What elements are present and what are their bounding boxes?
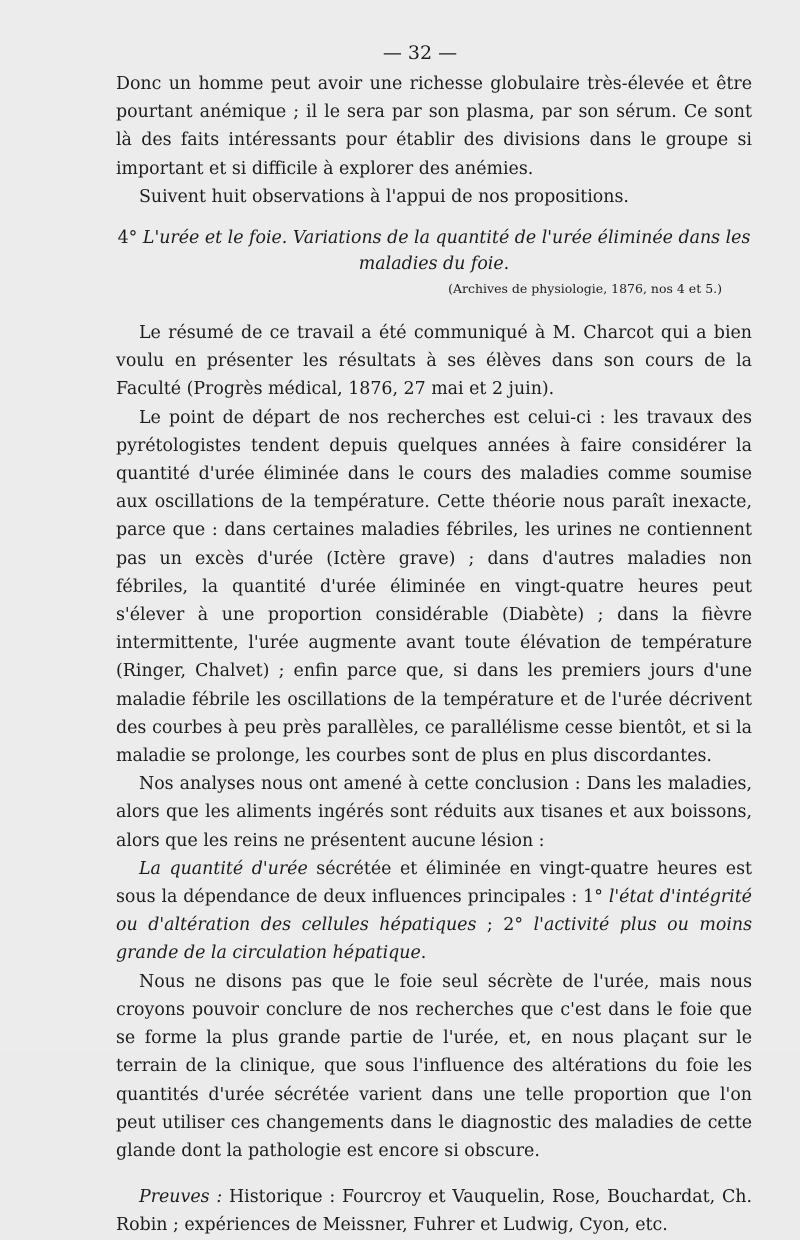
conclusion-italic-b: l'activité plus ou moins grande de la circulation hépatique <box>116 915 753 964</box>
conclusion-italic-a: l'état d'intégrité ou d'altération des cellules hépatiques <box>116 887 752 936</box>
section-source: (Archives de physiologie, 1876, nos 4 et 5.) <box>448 281 722 297</box>
paragraph-conclusion <box>116 855 752 968</box>
page-number: — 32 — <box>382 42 458 64</box>
conclusion-end: . <box>420 943 427 964</box>
paragraph-starting-point: Le point de départ de nos recherches est celui-ci : les travaux des pyrétologistes tendent depuis quelques années à faire considérer la quantité d'urée éliminée dans le cours des maladies comme soumise aux oscillations de la température. Cette théorie nous paraît inexacte, parce que : dans certaines maladies fébriles, les urines ne contiennent pas un excès d'urée (Ictère grave) ; dans d'autres maladies non fébriles, la quantité d'urée éliminée en vingt-quatre heures peut s'élever à une proportion considérable (Diabète) ; dans la fièvre intermittente, l'urée augmente avant toute élévation de température (Ringer, Chalvet) ; enfin parce que, si dans les premiers jours d'une maladie fébrile les oscillations de la température et de l'urée décrivent des courbes à peu près parallèles, ce parallélisme cesse bientôt, et si la maladie se prolonge, les courbes sont de plus en plus discordantes. <box>116 407 752 767</box>
section-title: L'urée et le foie. Variations de la quantité de l'urée éliminée dans les maladies du foie. <box>142 228 751 275</box>
paragraph-charcot: Le résumé de ce travail a été communiqué à M. Charcot qui a bien voulu en présenter les résultats à ses élèves dans son cours de la Faculté (Progrès médical, 1876, 27 mai et 2 juin). <box>116 323 752 400</box>
section-heading <box>116 225 752 277</box>
paragraph-proofs <box>116 1183 752 1239</box>
conclusion-middle: sécrétée et éliminée en vingt-quatre heures est sous la dépendance de deux influences principales : 1° <box>116 858 752 908</box>
page-body <box>116 70 752 1240</box>
paragraph-conclusion-intro: Nos analyses nous ont amené à cette conclusion : Dans les maladies, alors que les aliments ingérés sont réduits aux tisanes et aux boissons, alors que les reins ne présentent aucune lésion : <box>116 774 752 851</box>
conclusion-italic-start: La quantité d'urée <box>139 858 308 879</box>
section-number: 4° <box>117 228 138 249</box>
conclusion-sep: ; 2° <box>476 915 534 936</box>
paragraph-liver-urea: Nous ne disons pas que le foie seul sécrète de l'urée, mais nous croyons pouvoir conclure de nos recherches que c'est dans le foie que se forme la plus grande partie de l'urée, et, en nous plaçant sur le terrain de la clinique, que sous l'influence des altérations du foie les quantités d'urée sécrétée varient dans une telle proportion que l'on peut utiliser ces changements dans le diagnostic des maladies de cette glande dont la pathologie est encore si obscure. <box>116 971 752 1161</box>
proofs-label: Preuves : <box>139 1187 223 1208</box>
proofs-text: Historique : Fourcroy et Vauquelin, Rose, Bouchardat, Ch. Robin ; expériences de Meissner, Fuhrer et Ludwig, Cyon, etc. <box>116 1187 753 1236</box>
paragraph-observations: Suivent huit observations à l'appui de nos propositions. <box>139 186 629 207</box>
paragraph-globular-richness: Donc un homme peut avoir une richesse globulaire très-élevée et être pourtant anémique ; il le sera par son plasma, par son sérum. Ce sont là des faits intéressants pour établir des divisions dans le groupe si important et si difficile à explorer des anémies. <box>116 74 752 179</box>
